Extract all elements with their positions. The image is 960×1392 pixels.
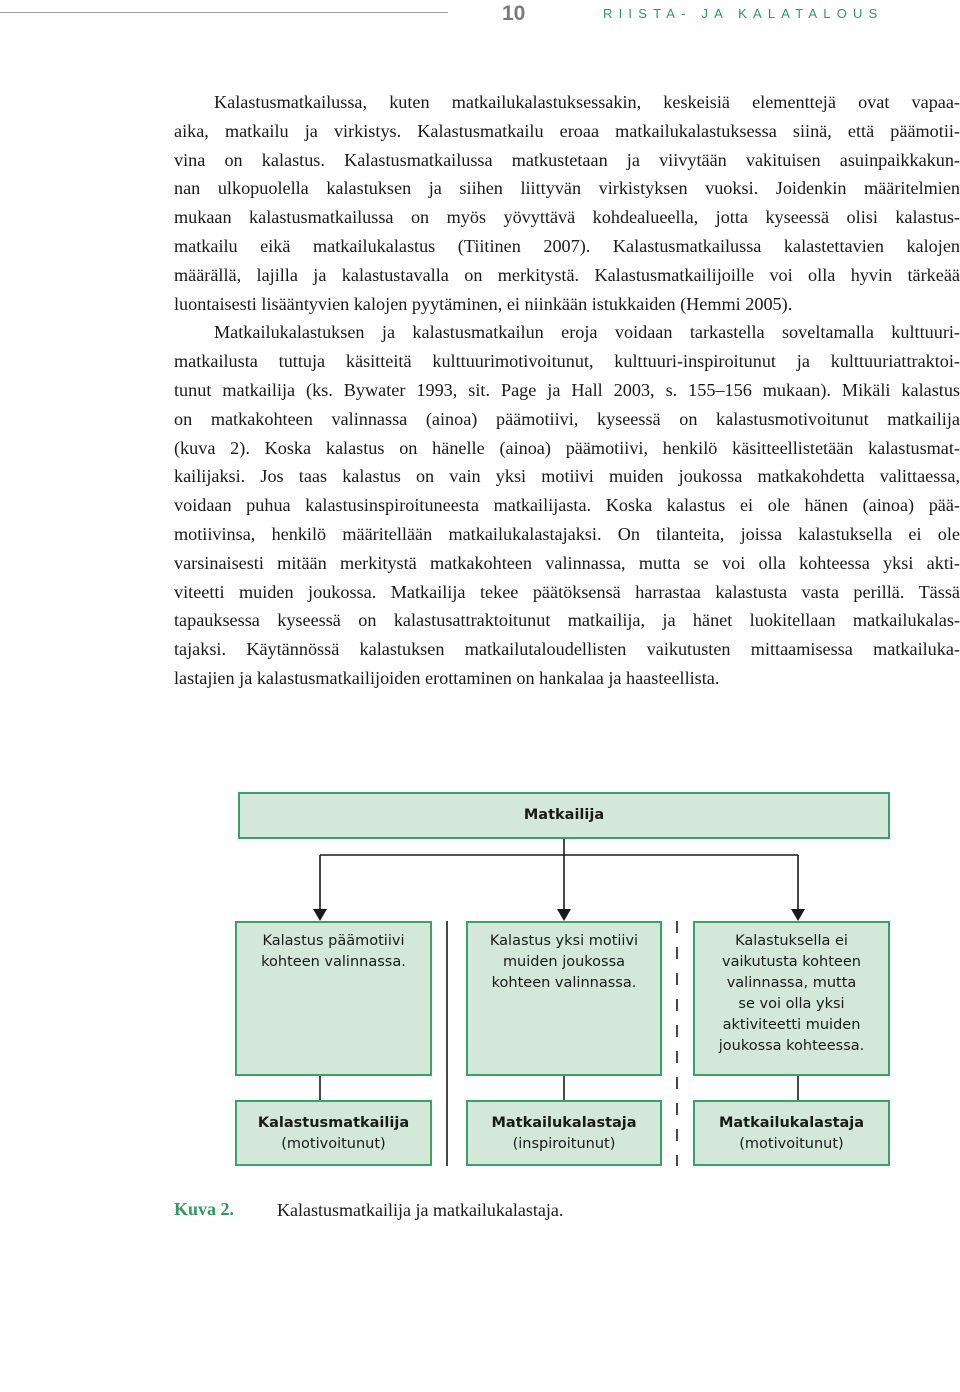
box-line: se voi olla yksi: [738, 996, 845, 1012]
body-line: tunut matkailija (ks. Bywater 1993, sit. Page ja Hall 2003, s. 155–156 mukaan). Mikäli kalastus: [174, 379, 960, 400]
box-line: Kalastus yksi motiivi: [489, 933, 639, 949]
box-matkailija: Matkailija: [238, 792, 890, 839]
box-line: muiden joukossa: [502, 954, 626, 970]
body-line: Matkailukalastuksen ja kalastusmatkailun eroja voidaan tarkastella soveltamalla kulttuuri-: [214, 322, 960, 343]
body-line: määrällä, lajilla ja kalastustavalla on merkitystä. Kalastusmatkailijoille voi olla hyvin tärkeää: [174, 264, 960, 285]
body-line: mukaan kalastusmatkailussa on myös yövyttävä kohdealueella, jotta kyseessä olisi kalastus-: [174, 207, 960, 228]
body-line: voidaan puhua kalastusinspiroituneesta matkailijasta. Koska kalastus ei ole hänen (ainoa) pää-: [174, 495, 960, 516]
box-line: kohteen valinnassa.: [491, 975, 637, 991]
box-motive-one-of-many: [466, 921, 662, 1076]
box-subtitle: (motivoitunut): [739, 1136, 844, 1152]
page-number: 10: [502, 2, 526, 25]
box-type-kalastusmatkailija: [235, 1100, 432, 1166]
arrow-left-head: [313, 909, 327, 921]
body-text: [174, 88, 960, 693]
body-line: matkailu eikä matkailukalastus (Tiitinen 2007). Kalastusmatkailussa kalastettavien kalojen: [174, 235, 960, 256]
box-title: Kalastusmatkailija: [257, 1115, 410, 1131]
arrow-center-head: [557, 909, 571, 921]
body-line: luontaisesti lisääntyvien kalojen pyytäminen, ei niinkään istukkaiden (Hemmi 2005).: [174, 293, 793, 314]
running-title: RIISTA- JA KALATALOUS: [603, 6, 884, 21]
figure-caption-text: Kalastusmatkailija ja matkailukalastaja.: [277, 1200, 564, 1220]
box-motive-main: [235, 921, 432, 1076]
body-line: matkailusta tuttuja käsitteitä kulttuurimotivoitunut, kulttuuri-inspiroitunut ja kulttuuriattraktoi-: [174, 351, 960, 372]
body-line: aika, matkailu ja virkistys. Kalastusmatkailu eroaa matkailukalastuksessa siinä, että päämotii-: [174, 120, 960, 141]
figure-caption-label: Kuva 2.: [174, 1199, 235, 1219]
body-line: motiivinsa, henkilö määritellään matkailukalastajaksi. On tilanteita, joissa kalastuksella ei ole: [174, 523, 960, 544]
body-line: (kuva 2). Koska kalastus on hänelle (ainoa) päämotiivi, henkilö käsitteellistetään kalastusmat-: [174, 437, 960, 458]
body-line: vina on kalastus. Kalastusmatkailussa matkustetaan ja viivytään vakituisen asuinpaikkakun-: [174, 149, 960, 170]
box-line: vaikutusta kohteen: [722, 954, 861, 970]
box-type-motivoitunut: [693, 1100, 890, 1166]
box-line: Kalastuksella ei: [735, 933, 848, 949]
body-line: nan ulkopuolella kalastuksen ja siihen liittyvän virkistyksen vuoksi. Joidenkin määritelmien: [174, 178, 960, 199]
box-motive-none: [693, 921, 890, 1076]
header-rule: [0, 12, 448, 13]
box-line: aktiviteetti muiden: [722, 1017, 861, 1033]
body-line: on matkakohteen valinnassa (ainoa) päämotiivi, kyseessä on kalastusmotivoitunut matkailija: [174, 408, 960, 429]
body-line: lastajien ja kalastusmatkailijoiden erottaminen on hankalaa ja haasteellista.: [174, 667, 720, 688]
arrow-right-head: [791, 909, 805, 921]
body-line: viteetti muiden joukossa. Matkailija tekee päätöksensä harrastaa kalastusta vasta perillä. Tässä: [174, 581, 960, 602]
body-line: tapauksessa kyseessä on kalastusattraktoitunut matkailija, ja hänet luokitellaan matkailukalas-: [174, 610, 960, 631]
body-line: Kalastusmatkailussa, kuten matkailukalastuksessakin, keskeisiä elementtejä ovat vapaa-: [214, 92, 960, 112]
box-subtitle: (motivoitunut): [281, 1136, 386, 1152]
box-subtitle: (inspiroitunut): [512, 1136, 616, 1152]
body-line: varsinaisesti mitään merkitystä matkakohteen valinnassa, mutta se voi olla kohteessa yksi akti-: [174, 552, 960, 573]
body-line: kailijaksi. Jos taas kalastus on vain yksi motiivi muiden joukossa matkakohdetta valittaessa,: [174, 466, 960, 487]
box-title: Matkailukalastaja: [491, 1115, 637, 1131]
box-line: joukossa kohteessa.: [718, 1038, 865, 1054]
box-type-inspiroitunut: [466, 1100, 662, 1166]
box-line: valinnassa, mutta: [726, 975, 857, 991]
box-line: Kalastus päämotiivi: [262, 933, 405, 949]
box-line: kohteen valinnassa.: [261, 954, 406, 970]
body-line: tajaksi. Käytännössä kalastuksen matkailutaloudellisten vaikutusten mittaamisessa matkailuka-: [174, 639, 960, 660]
box-title: Matkailukalastaja: [718, 1115, 865, 1131]
